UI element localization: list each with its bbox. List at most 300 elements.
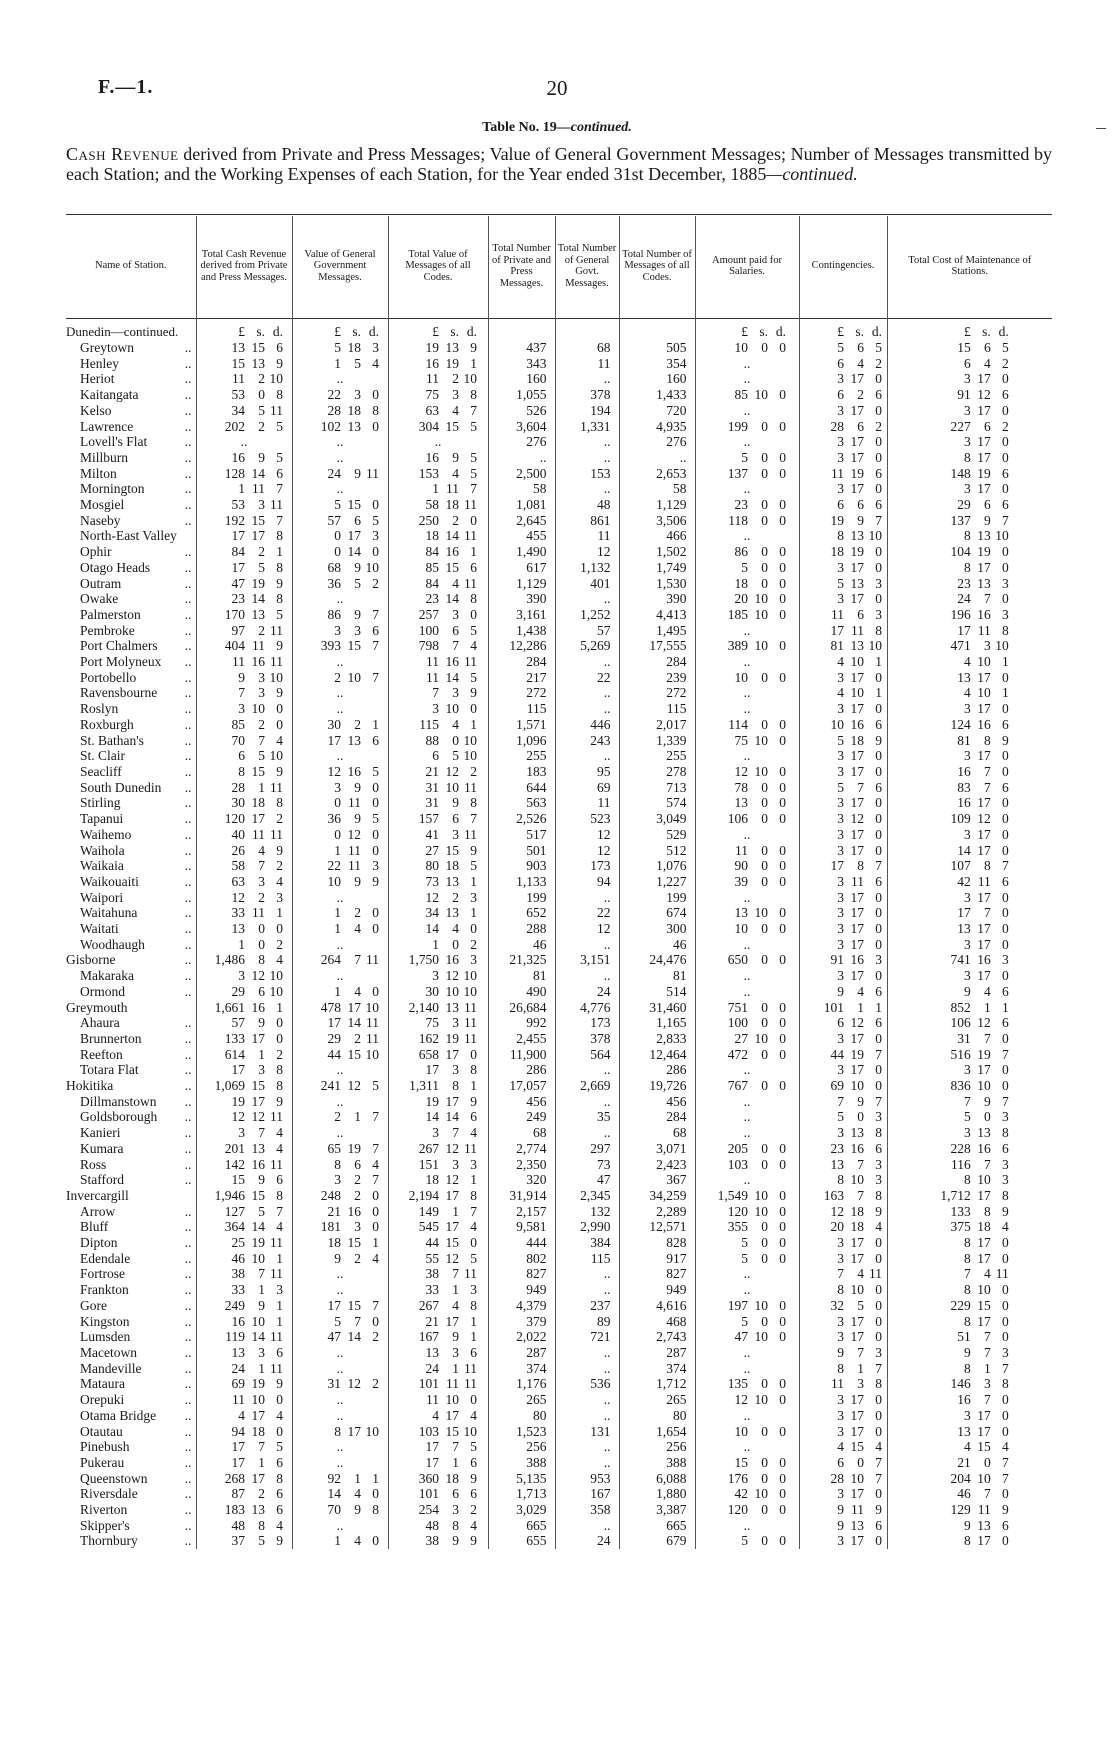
amount-pence: 6 bbox=[875, 716, 882, 732]
govt-count-cell: 446 bbox=[555, 717, 619, 733]
maintenance-cell bbox=[887, 1109, 1052, 1125]
amount-pounds: 55 bbox=[425, 1250, 439, 1266]
govt-value bbox=[301, 1251, 379, 1267]
total-value bbox=[399, 591, 477, 607]
amount-shillings: 19 bbox=[445, 355, 459, 371]
amount-pence: 2 bbox=[1002, 355, 1009, 371]
amount-pence: 5 bbox=[276, 1439, 283, 1455]
contingencies bbox=[804, 1439, 882, 1455]
maintenance-cell bbox=[887, 1125, 1052, 1141]
total-value-cell bbox=[388, 1125, 488, 1141]
govt-count-cell: .. bbox=[555, 1345, 619, 1361]
salaries-cell bbox=[695, 717, 799, 733]
amount-pounds: 5 bbox=[334, 340, 341, 355]
leader-dots: .. bbox=[184, 575, 192, 591]
salaries: .. bbox=[743, 1266, 751, 1282]
table-row bbox=[66, 654, 1052, 670]
total-value-cell bbox=[388, 764, 488, 780]
total-count-cell: 827 bbox=[619, 1266, 695, 1282]
total-value bbox=[399, 1157, 477, 1173]
station-name: Edendale bbox=[80, 1250, 131, 1266]
govt-value bbox=[301, 1424, 379, 1440]
govt-value bbox=[301, 1015, 379, 1031]
contingencies-cell bbox=[799, 1015, 887, 1031]
amount-shillings: 3 bbox=[857, 1376, 864, 1392]
salaries-cell bbox=[695, 858, 799, 874]
amount-shillings: 9 bbox=[354, 606, 361, 622]
amount-pounds: 4 bbox=[837, 1439, 844, 1455]
station-name-cell bbox=[66, 450, 196, 466]
amount-shillings: 1 bbox=[258, 1282, 265, 1298]
amount-shillings: 17 bbox=[850, 1329, 864, 1345]
amount-pounds: 86 bbox=[734, 544, 748, 560]
amount-pounds: 15 bbox=[231, 355, 245, 371]
contingencies bbox=[804, 1455, 882, 1471]
station-name: Orepuki bbox=[80, 1392, 125, 1408]
amount-pounds: 197 bbox=[727, 1297, 748, 1313]
govt-value bbox=[301, 1172, 379, 1188]
leader-dots: .. bbox=[184, 1282, 192, 1298]
cash-revenue-cell bbox=[196, 513, 292, 529]
private-count-cell: 1,176 bbox=[488, 1376, 555, 1392]
amount-shillings: 17 bbox=[850, 748, 864, 764]
station-name: Waihola bbox=[80, 842, 125, 858]
amount-pounds: 129 bbox=[950, 1502, 971, 1518]
contingencies-cell bbox=[799, 1486, 887, 1502]
amount-pence: 6 bbox=[276, 1345, 283, 1360]
table-row bbox=[66, 576, 1052, 592]
amount-shillings: 2 bbox=[452, 889, 459, 905]
amount-pence: 11 bbox=[464, 654, 477, 670]
maintenance bbox=[931, 1109, 1009, 1125]
govt-value-cell bbox=[292, 827, 388, 843]
contingencies-cell bbox=[799, 623, 887, 639]
amount-pounds: 11 bbox=[232, 654, 245, 670]
amount-shillings: 16 bbox=[850, 952, 864, 968]
amount-pence: 0 bbox=[1002, 1313, 1009, 1329]
amount-pence: 0 bbox=[372, 921, 379, 937]
station-name: Ravensbourne bbox=[80, 685, 158, 701]
govt-value: .. bbox=[336, 591, 344, 607]
cash-revenue bbox=[205, 544, 283, 560]
amount-shillings: 0 bbox=[258, 387, 265, 403]
amount-shillings: 18 bbox=[347, 340, 361, 355]
leader-dots: .. bbox=[184, 1313, 192, 1329]
maintenance-cell bbox=[887, 623, 1052, 639]
cash-revenue-cell bbox=[196, 544, 292, 560]
govt-value: .. bbox=[336, 1062, 344, 1078]
govt-value: .. bbox=[336, 968, 344, 984]
amount-pounds: 86 bbox=[327, 606, 341, 622]
contingencies bbox=[804, 1251, 882, 1267]
amount-pence: 0 bbox=[779, 1392, 786, 1408]
amount-pence: 0 bbox=[372, 387, 379, 403]
amount-shillings: 4 bbox=[984, 983, 991, 999]
amount-pounds: 6 bbox=[837, 1454, 844, 1470]
private-count-cell: 655 bbox=[488, 1533, 555, 1549]
maintenance bbox=[931, 685, 1009, 701]
amount-shillings: 9 bbox=[354, 559, 361, 575]
leader-dots: .. bbox=[184, 591, 192, 607]
contingencies-cell bbox=[799, 1109, 887, 1125]
amount-pounds: 183 bbox=[224, 1502, 245, 1518]
maintenance bbox=[931, 890, 1009, 906]
amount-pounds: 120 bbox=[727, 1203, 748, 1219]
amount-shillings: 3 bbox=[452, 1015, 459, 1031]
cash-revenue bbox=[205, 1125, 283, 1141]
station-name: Goldsborough bbox=[80, 1109, 158, 1125]
station-name-cell bbox=[66, 937, 196, 953]
govt-count-cell: 2,669 bbox=[555, 1078, 619, 1094]
cash-revenue-cell bbox=[196, 481, 292, 497]
amount-pence: 4 bbox=[1002, 1219, 1009, 1235]
amount-pounds: 68 bbox=[327, 559, 341, 575]
leader-dots: .. bbox=[184, 1470, 192, 1486]
amount-shillings: 0 bbox=[761, 1250, 768, 1266]
private-count-cell: 17,057 bbox=[488, 1078, 555, 1094]
maintenance bbox=[931, 1000, 1009, 1016]
amount-pence: 0 bbox=[1002, 481, 1009, 497]
amount-pounds: 16 bbox=[231, 449, 245, 465]
amount-shillings: 13 bbox=[850, 638, 864, 654]
amount-pence: 0 bbox=[779, 512, 786, 528]
govt-count-cell: 115 bbox=[555, 1251, 619, 1267]
total-value bbox=[399, 780, 477, 796]
amount-shillings: 9 bbox=[258, 1297, 265, 1313]
amount-pence: 0 bbox=[372, 842, 379, 858]
maintenance-cell bbox=[887, 811, 1052, 827]
govt-value: .. bbox=[336, 1125, 344, 1141]
amount-shillings: 17 bbox=[251, 1470, 265, 1486]
amount-shillings: 6 bbox=[258, 983, 265, 999]
amount-pounds: 268 bbox=[224, 1470, 245, 1486]
amount-pounds: 6 bbox=[238, 748, 245, 764]
amount-pounds: 100 bbox=[727, 1015, 748, 1031]
amount-shillings: 10 bbox=[445, 701, 459, 717]
amount-pence: 1 bbox=[470, 544, 477, 560]
private-count-cell: 665 bbox=[488, 1518, 555, 1534]
contingencies-cell bbox=[799, 952, 887, 968]
amount-pence: 2 bbox=[372, 1376, 379, 1392]
govt-count-cell: 12 bbox=[555, 843, 619, 859]
amount-shillings: 4 bbox=[452, 1297, 459, 1313]
amount-pounds: 3 bbox=[964, 826, 971, 842]
station-name-cell bbox=[66, 371, 196, 387]
amount-shillings: 12 bbox=[445, 1140, 459, 1156]
amount-pence: 11 bbox=[270, 1109, 283, 1125]
salaries-cell bbox=[695, 387, 799, 403]
salaries: .. bbox=[743, 1172, 751, 1188]
leader-dots: .. bbox=[184, 1015, 192, 1031]
private-count-cell: 501 bbox=[488, 843, 555, 859]
amount-shillings: 17 bbox=[850, 763, 864, 779]
maintenance bbox=[931, 544, 1009, 560]
cash-revenue bbox=[205, 1078, 283, 1094]
leader-dots: .. bbox=[184, 1360, 192, 1376]
amount-pence: 0 bbox=[779, 1533, 786, 1549]
amount-pence: 11 bbox=[464, 528, 477, 544]
amount-shillings: 13 bbox=[850, 528, 864, 544]
cash-revenue-cell bbox=[196, 1392, 292, 1408]
salaries-cell bbox=[695, 1266, 799, 1282]
amount-pence: 0 bbox=[779, 575, 786, 591]
amount-pence: 3 bbox=[372, 340, 379, 355]
govt-count-cell: 69 bbox=[555, 780, 619, 796]
amount-pounds: 15 bbox=[231, 1172, 245, 1188]
amount-pounds: 3 bbox=[837, 905, 844, 921]
station-name-cell bbox=[66, 670, 196, 686]
salaries-cell bbox=[695, 607, 799, 623]
contingencies bbox=[804, 1408, 882, 1424]
leader-dots: .. bbox=[184, 936, 192, 952]
amount-shillings: 12 bbox=[251, 1109, 265, 1125]
amount-pence: 7 bbox=[372, 669, 379, 685]
maintenance bbox=[931, 1298, 1009, 1314]
table-row bbox=[66, 387, 1052, 403]
total-value bbox=[399, 1471, 477, 1487]
maintenance bbox=[931, 1219, 1009, 1235]
amount-shillings: 13 bbox=[977, 1517, 991, 1533]
amount-shillings: 7 bbox=[258, 1125, 265, 1141]
private-count-cell: 68 bbox=[488, 1125, 555, 1141]
amount-pence: 2 bbox=[470, 936, 477, 952]
cash-revenue-cell bbox=[196, 1486, 292, 1502]
station-name-cell bbox=[66, 1282, 196, 1298]
govt-count-cell: 358 bbox=[555, 1502, 619, 1518]
private-count-cell: 58 bbox=[488, 481, 555, 497]
amount-shillings: 10 bbox=[850, 654, 864, 670]
govt-value-cell bbox=[292, 858, 388, 874]
amount-shillings: 18 bbox=[251, 795, 265, 811]
amount-pounds: 389 bbox=[727, 638, 748, 654]
amount-pence: 1 bbox=[470, 1329, 477, 1345]
amount-shillings: 13 bbox=[445, 999, 459, 1015]
govt-value-cell bbox=[292, 921, 388, 937]
contingencies bbox=[804, 1125, 882, 1141]
currency-units bbox=[205, 324, 283, 340]
private-count-cell: 31,914 bbox=[488, 1188, 555, 1204]
amount-pounds: 8 bbox=[837, 528, 844, 544]
total-count-cell: 2,653 bbox=[619, 466, 695, 482]
govt-value-cell bbox=[292, 1345, 388, 1361]
amount-pounds: 102 bbox=[320, 418, 341, 434]
station-name-cell bbox=[66, 528, 196, 544]
amount-pounds: 29 bbox=[957, 497, 971, 513]
amount-pence: 0 bbox=[779, 858, 786, 874]
amount-pence: 8 bbox=[276, 1062, 283, 1078]
amount-shillings: 0 bbox=[452, 732, 459, 748]
cash-revenue bbox=[205, 1345, 283, 1361]
amount-shillings: 4 bbox=[452, 716, 459, 732]
amount-pence: 0 bbox=[779, 1329, 786, 1345]
amount-pounds: 3 bbox=[964, 748, 971, 764]
amount-shillings: 13 bbox=[347, 418, 361, 434]
govt-count-cell: .. bbox=[555, 890, 619, 906]
govt-value-cell bbox=[292, 1486, 388, 1502]
salaries bbox=[708, 905, 786, 921]
contingencies-cell bbox=[799, 1361, 887, 1377]
amount-shillings: 15 bbox=[445, 1235, 459, 1251]
govt-value bbox=[301, 638, 379, 654]
govt-count-cell: 953 bbox=[555, 1471, 619, 1487]
amount-pounds: 3 bbox=[837, 936, 844, 952]
salaries: .. bbox=[743, 654, 751, 670]
amount-pence: 4 bbox=[276, 952, 283, 968]
contingencies bbox=[804, 340, 882, 356]
maintenance-cell bbox=[887, 1455, 1052, 1471]
amount-pence: 0 bbox=[1002, 1030, 1009, 1046]
station-name-cell bbox=[66, 1329, 196, 1345]
amount-shillings: 13 bbox=[850, 1125, 864, 1141]
amount-pence: 7 bbox=[875, 512, 882, 528]
amount-pounds: 204 bbox=[950, 1470, 971, 1486]
amount-pounds: 24 bbox=[957, 591, 971, 607]
govt-count-cell: .. bbox=[555, 1094, 619, 1110]
private-count-cell: 388 bbox=[488, 1455, 555, 1471]
amount-pence: 0 bbox=[1002, 1486, 1009, 1502]
table-row bbox=[66, 528, 1052, 544]
table-row bbox=[66, 340, 1052, 356]
amount-pence: 8 bbox=[276, 591, 283, 607]
amount-pounds: 181 bbox=[320, 1219, 341, 1235]
govt-count-cell: 12 bbox=[555, 544, 619, 560]
amount-shillings: 16 bbox=[977, 716, 991, 732]
table-row bbox=[66, 780, 1052, 796]
amount-pence: 0 bbox=[779, 1219, 786, 1235]
total-value-cell bbox=[388, 1235, 488, 1251]
station-name-cell bbox=[66, 1455, 196, 1471]
amount-pence: 0 bbox=[875, 1297, 882, 1313]
govt-value bbox=[301, 403, 379, 419]
amount-pence: 9 bbox=[276, 355, 283, 371]
cash-revenue bbox=[205, 1266, 283, 1282]
amount-pence: 0 bbox=[875, 701, 882, 717]
total-value bbox=[399, 1298, 477, 1314]
amount-pence: 2 bbox=[276, 858, 283, 874]
contingencies bbox=[804, 1471, 882, 1487]
salaries: .. bbox=[743, 701, 751, 717]
govt-count-cell: 35 bbox=[555, 1109, 619, 1125]
total-value-cell bbox=[388, 937, 488, 953]
amount-shillings: 0 bbox=[761, 559, 768, 575]
amount-pounds: 17 bbox=[425, 1454, 439, 1470]
station-name: Otautau bbox=[80, 1423, 123, 1439]
table-row bbox=[66, 1235, 1052, 1251]
total-count-cell: 514 bbox=[619, 984, 695, 1000]
amount-pounds: 13 bbox=[957, 1423, 971, 1439]
contingencies-cell bbox=[799, 858, 887, 874]
station-name-cell bbox=[66, 419, 196, 435]
amount-pounds: 5 bbox=[741, 1533, 748, 1549]
station-name: Kanieri bbox=[80, 1125, 121, 1141]
maintenance-cell bbox=[887, 952, 1052, 968]
salaries bbox=[708, 340, 786, 356]
amount-pounds: 1,069 bbox=[214, 1078, 245, 1094]
amount-pounds: 23 bbox=[231, 591, 245, 607]
maintenance-cell bbox=[887, 403, 1052, 419]
amount-pence: 2 bbox=[372, 1329, 379, 1345]
maintenance bbox=[931, 1471, 1009, 1487]
amount-pounds: 3 bbox=[964, 371, 971, 387]
amount-shillings: 9 bbox=[984, 1093, 991, 1109]
govt-value bbox=[301, 1188, 379, 1204]
govt-value-cell bbox=[292, 356, 388, 372]
total-value bbox=[399, 968, 477, 984]
section-label: Dunedin—continued. bbox=[66, 324, 196, 340]
govt-value bbox=[301, 952, 379, 968]
leader-dots: .. bbox=[184, 355, 192, 371]
amount-shillings: 17 bbox=[850, 1250, 864, 1266]
maintenance bbox=[931, 528, 1009, 544]
amount-pounds: 3 bbox=[837, 968, 844, 984]
station-name: Kaitangata bbox=[80, 387, 139, 403]
table-row bbox=[66, 952, 1052, 968]
station-name: Millburn bbox=[80, 449, 129, 465]
amount-shillings: 17 bbox=[251, 1093, 265, 1109]
amount-shillings: 17 bbox=[850, 481, 864, 497]
contingencies bbox=[804, 1424, 882, 1440]
maintenance-cell bbox=[887, 1314, 1052, 1330]
table-row bbox=[66, 591, 1052, 607]
amount-shillings: 17 bbox=[977, 434, 991, 450]
salaries: .. bbox=[743, 1109, 751, 1125]
amount-shillings: 17 bbox=[977, 826, 991, 842]
amount-pence: 0 bbox=[1002, 811, 1009, 827]
amount-pounds: 205 bbox=[727, 1140, 748, 1156]
total-count-cell: 713 bbox=[619, 780, 695, 796]
salaries-cell bbox=[695, 1345, 799, 1361]
station-name: Otama Bridge bbox=[80, 1407, 157, 1423]
station-name: Stirling bbox=[80, 795, 121, 811]
salaries bbox=[708, 1188, 786, 1204]
govt-value bbox=[301, 1314, 379, 1330]
govt-value bbox=[301, 827, 379, 843]
amount-pence: 1 bbox=[372, 1470, 379, 1486]
station-name-cell bbox=[66, 1062, 196, 1078]
total-value bbox=[399, 1015, 477, 1031]
total-count-cell: 529 bbox=[619, 827, 695, 843]
cash-revenue-cell bbox=[196, 1015, 292, 1031]
amount-pence: 8 bbox=[875, 1187, 882, 1203]
amount-pounds: 3 bbox=[964, 434, 971, 450]
amount-shillings: 18 bbox=[850, 1219, 864, 1235]
station-name-cell bbox=[66, 434, 196, 450]
amount-pounds: 227 bbox=[950, 418, 971, 434]
amount-pence: 11 bbox=[366, 952, 379, 968]
contingencies bbox=[804, 827, 882, 843]
amount-pounds: 25 bbox=[231, 1235, 245, 1251]
total-value-cell bbox=[388, 1345, 488, 1361]
amount-pounds: 120 bbox=[224, 811, 245, 827]
govt-value-cell bbox=[292, 1235, 388, 1251]
salaries-cell bbox=[695, 528, 799, 544]
salaries bbox=[708, 1000, 786, 1016]
amount-shillings: 17 bbox=[977, 842, 991, 858]
station-name: Totara Flat bbox=[80, 1062, 139, 1078]
unit-shillings: s. bbox=[982, 324, 991, 340]
cash-revenue bbox=[205, 1109, 283, 1125]
cash-revenue bbox=[205, 905, 283, 921]
table-row bbox=[66, 481, 1052, 497]
cash-revenue bbox=[205, 937, 283, 953]
amount-shillings: 17 bbox=[445, 1313, 459, 1329]
station-name-cell bbox=[66, 1251, 196, 1267]
total-value-cell bbox=[388, 1000, 488, 1016]
amount-pounds: 202 bbox=[224, 418, 245, 434]
amount-pounds: 3 bbox=[238, 701, 245, 717]
private-count-cell: 5,135 bbox=[488, 1471, 555, 1487]
amount-shillings: 17 bbox=[850, 1486, 864, 1502]
